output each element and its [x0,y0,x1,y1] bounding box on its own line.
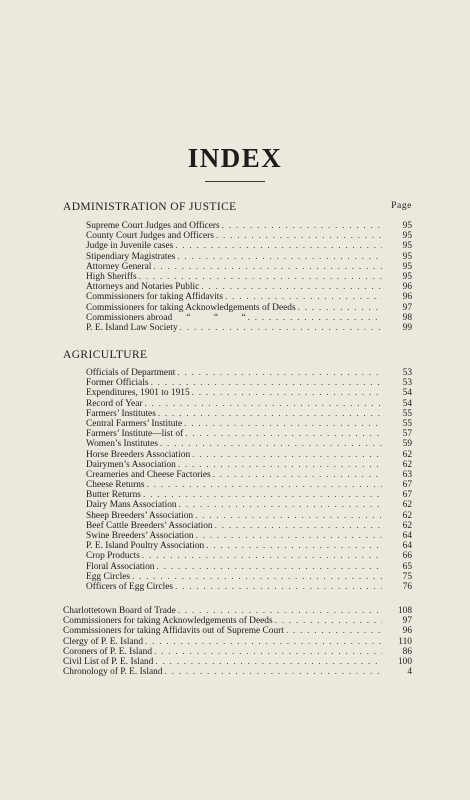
entry-page: 99 [402,322,412,333]
index-entry [0,313,470,323]
leader-dots [184,419,382,429]
index-entry [0,282,470,292]
entry-label: Commissioners for taking Affidavits out of Supreme Court [63,626,284,637]
justice-list [0,221,470,333]
index-entry [0,388,470,398]
index-entry [0,531,470,541]
leader-dots [143,490,382,500]
entry-label: P. E. Island Poultry Association [86,541,205,552]
index-entry [0,252,470,262]
leader-dots [142,551,382,561]
index-entry [0,292,470,302]
leader-dots [151,378,382,388]
index-entry [0,551,470,561]
entry-label: Civil List of P. E. Island [63,656,154,667]
leader-dots [222,221,382,231]
entry-label: Commissioners for taking Acknowledgements of Deeds [86,302,296,313]
entry-label: Horse Breeders Association [86,449,191,460]
entry-page: 53 [402,368,412,378]
misc-list [0,606,470,677]
entry-page: 95 [402,241,412,252]
index-entry [0,480,470,490]
entry-label: Chronology of P. E. Island [63,667,163,678]
entry-label: High Sheriffs [86,271,137,282]
entry-label: Attorneys and Notaries Public [86,282,200,293]
leader-dots [179,500,382,510]
entry-page: 95 [402,221,412,231]
entry-page: 96 [402,292,412,303]
entry-label: Judge in Juvenile cases [86,241,174,252]
index-entry [0,606,470,616]
index-entry [0,378,470,388]
entry-label: Commissioners for taking Affidavits [86,292,224,303]
index-entry [0,221,470,231]
entry-label: Sheep Breeders’ Association [86,510,194,521]
entry-page: 62 [402,500,412,511]
leader-dots [175,241,382,251]
entry-page: 96 [402,626,412,637]
entry-page: 67 [402,490,412,501]
entry-label: Dairymen’s Association [86,459,176,470]
index-entry [0,419,470,429]
leader-dots [154,647,382,657]
leader-dots [175,582,382,592]
leader-dots [213,470,382,480]
entry-page: 62 [402,510,412,521]
entry-page: 95 [402,251,412,262]
entry-page: 55 [402,408,412,419]
title-rule [205,181,265,182]
entry-page: 62 [402,449,412,460]
leader-dots [177,368,382,378]
index-entry [0,616,470,626]
index-entry [0,490,470,500]
entry-label: Central Farmers’ Institute [86,418,183,429]
index-entry [0,368,470,378]
entry-label: Former Officials [86,378,149,389]
leader-dots [178,460,382,470]
index-entry [0,429,470,439]
index-entry [0,511,470,521]
entry-page: 95 [402,271,412,282]
agriculture-list [0,368,470,592]
leader-dots [215,521,382,531]
index-entry [0,303,470,313]
entry-label: Charlottetown Board of Trade [63,606,176,616]
leader-dots [192,450,382,460]
index-entry [0,450,470,460]
leader-dots [157,562,383,572]
leader-dots [145,637,382,647]
entry-page: 64 [402,531,412,541]
entry-page: 97 [402,616,412,627]
entry-page: 95 [402,231,412,242]
leader-dots [178,606,382,616]
entry-label: County Court Judges and Officers [86,231,214,242]
entry-page: 55 [402,418,412,429]
leader-dots [275,616,382,626]
entry-page: 67 [402,480,412,491]
leader-dots [145,399,383,409]
entry-page: 54 [402,388,412,399]
entry-label: Crop Products [86,551,140,562]
index-entry [0,637,470,647]
leader-dots [201,282,382,292]
page-column-header: Page [391,201,412,211]
entry-page: 62 [402,459,412,470]
section-heading-agriculture: AGRICULTURE [63,349,148,361]
leader-dots [286,626,382,636]
entry-page: 76 [402,581,412,592]
index-entry [0,399,470,409]
leader-dots [216,231,382,241]
entry-page: 65 [402,561,412,572]
index-entry [0,262,470,272]
entry-page: 95 [402,261,412,272]
entry-label: Attorney General [86,261,152,272]
entry-label: Record of Year [86,398,143,409]
page-title: INDEX [187,143,283,173]
index-entry [0,626,470,636]
entry-page: 108 [397,606,412,616]
leader-dots [132,572,382,582]
entry-page: 59 [402,439,412,450]
leader-dots [158,409,382,419]
entry-page: 96 [402,282,412,293]
entry-label: Butter Returns [86,490,141,501]
entry-page: 4 [407,667,412,678]
index-entry [0,231,470,241]
entry-label: Officials of Department [86,368,176,378]
entry-label: Creameries and Cheese Factories [86,469,211,480]
entry-label: Beef Cattle Breeders’ Association [86,520,213,531]
entry-label: Expenditures, 1901 to 1915 [86,388,190,399]
entry-page: 97 [402,302,412,313]
leader-dots [177,252,382,262]
leader-dots [206,541,382,551]
index-entry [0,657,470,667]
entry-label: Egg Circles [86,571,131,582]
entry-page: 110 [398,636,412,647]
leader-dots [155,657,382,667]
entry-label: Women’s Institutes [86,439,158,450]
entry-page: 63 [402,469,412,480]
leader-dots [195,511,382,521]
index-entry [0,272,470,282]
entry-label: Commissioners abroad “ “ “ [86,312,246,323]
entry-label: Cheese Returns [86,480,145,491]
leader-dots [298,303,382,313]
index-entry [0,500,470,510]
leader-dots [196,531,382,541]
index-entry [0,439,470,449]
index-entry [0,647,470,657]
leader-dots [192,388,382,398]
index-entry [0,562,470,572]
leader-dots [225,292,382,302]
index-entry [0,582,470,592]
entry-page: 54 [402,398,412,409]
index-entry [0,323,470,333]
entry-page: 64 [402,541,412,552]
entry-page: 86 [402,646,412,657]
entry-label: Farmers’ Institute—list of [86,429,184,440]
leader-dots [180,323,382,333]
entry-label: Floral Association [86,561,155,572]
entry-page: 75 [402,571,412,582]
index-entry [0,572,470,582]
leader-dots [164,667,382,677]
entry-label: Supreme Court Judges and Officers [86,221,220,231]
entry-label: P. E. Island Law Society [86,322,178,333]
entry-label: Dairy Mans Association [86,500,177,511]
leader-dots [147,480,382,490]
entry-page: 53 [402,378,412,389]
entry-label: Stipendiary Magistrates [86,251,176,262]
index-entry [0,460,470,470]
leader-dots [153,262,382,272]
entry-label: Commissioners for taking Acknowledgements of Deeds [63,616,273,627]
entry-label: Coroners of P. E. Island [63,646,153,657]
entry-page: 62 [402,520,412,531]
entry-page: 57 [402,429,412,440]
entry-label: Swine Breeders’ Association [86,531,194,541]
index-entry [0,409,470,419]
entry-page: 98 [402,312,412,323]
index-entry [0,541,470,551]
leader-dots [139,272,382,282]
leader-dots [248,313,382,323]
entry-page: 66 [402,551,412,562]
entry-label: Farmers’ Institutes [86,408,156,419]
index-entry [0,667,470,677]
index-entry [0,241,470,251]
section-heading-justice: ADMINISTRATION OF JUSTICE [63,201,237,213]
leader-dots [160,439,382,449]
index-entry [0,470,470,480]
entry-label: Clergy of P. E. Island [63,636,144,647]
entry-label: Officers of Egg Circles [86,581,174,592]
index-entry [0,521,470,531]
leader-dots [185,429,382,439]
entry-page: 100 [397,656,412,667]
